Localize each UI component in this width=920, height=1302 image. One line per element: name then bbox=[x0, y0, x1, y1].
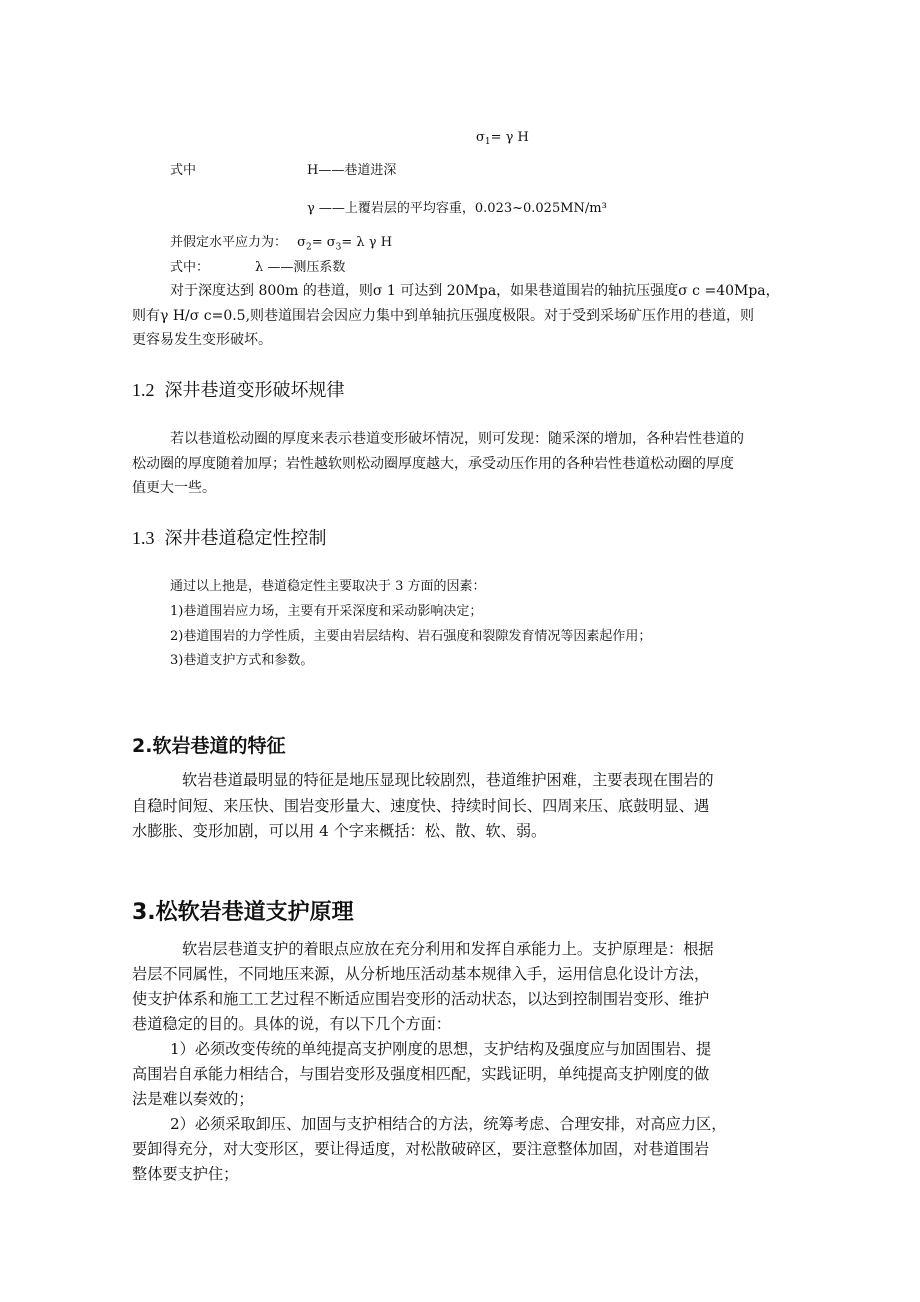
legend-label: 式中 bbox=[170, 163, 197, 178]
para3-line-4: 3)巷道支护方式和参数。 bbox=[170, 653, 314, 668]
legend2-label: 式中： bbox=[170, 260, 210, 275]
para5-line-8: 2）必须采取卸压、加固与支护相结合的方法，统筹考虑、合理安排，对高应力区， bbox=[170, 1115, 727, 1133]
sigma2-symbol: σ bbox=[297, 235, 307, 250]
para2-line-2: 松动圈的厚度随着加厚；岩性越软则松动圈厚度越大，承受动压作用的各种岩性巷道松动圈的厚度 bbox=[132, 456, 734, 472]
section-heading-1-3 bbox=[132, 526, 327, 551]
para2-line-1: 若以巷道松动圈的厚度来表示巷道变形破坏情况，则可发现：随采深的增加，各种岩性巷道的 bbox=[170, 431, 744, 447]
para3-line-1: 通过以上扡是，巷道稳定性主要取决于 3 方面的因素： bbox=[170, 579, 486, 594]
section-number: 1.3 bbox=[132, 528, 155, 548]
section-heading-3: 3.松软岩巷道支护原理 bbox=[132, 900, 354, 925]
section-title: 深井巷道变形破坏规律 bbox=[164, 380, 345, 401]
horizontal-stress-line bbox=[170, 233, 392, 258]
para5-line-10: 整体要支护住； bbox=[132, 1165, 239, 1183]
section-number: 1.2 bbox=[132, 380, 155, 400]
sigma3-symbol: = σ bbox=[311, 235, 336, 250]
legend-item-lambda: λ ——测压系数 bbox=[255, 260, 346, 275]
legend-item-h: H——巷道进深 bbox=[307, 163, 397, 178]
horizontal-stress-label: 并假定水平应力为： bbox=[170, 235, 288, 250]
para5-line-9: 要卸得充分，对大变形区，要让得适度，对松散破碎区，要注意整体加固，对巷道围岩 bbox=[132, 1140, 710, 1158]
horizontal-stress-rhs: = λ γ H bbox=[341, 235, 393, 250]
sigma-symbol: σ bbox=[476, 130, 485, 145]
para5-line-5: 1）必须改变传统的单纯提高支护刚度的思想，支护结构及强度应与加固围岩、提 bbox=[170, 1040, 712, 1058]
para5-line-2: 岩层不同属性，不同地压来源，从分析地压活动基本规律入手，运用信息化设计方法， bbox=[132, 965, 710, 983]
para1-line-1: 对于深度达到 800m 的巷道，则σ 1 可达到 20Mpa，如果巷道围岩的轴抗压强度σ c =40Mpa， bbox=[170, 283, 780, 299]
para4-line-1: 软岩巷道最明显的特征是地压显现比较剧烈，巷道维护困难，主要表现在围岩的 bbox=[182, 771, 714, 789]
sigma2-subscript: 2 bbox=[306, 242, 312, 253]
para5-line-3: 使支护体系和施工工艺过程不断适应围岩变形的活动状态，以达到控制围岩变形、维护 bbox=[132, 990, 710, 1008]
para1-line-3: 更容易发生变形破坏。 bbox=[132, 332, 272, 348]
section-heading-2: 2.软岩巷道的特征 bbox=[132, 735, 286, 757]
formula-rhs: = γ H bbox=[490, 130, 529, 145]
para5-line-7: 法是难以奏效的； bbox=[132, 1090, 254, 1108]
sigma-subscript: 1 bbox=[484, 137, 491, 147]
formula-sigma1 bbox=[476, 128, 529, 152]
para5-line-1: 软岩层巷道支护的着眼点应放在充分利用和发挥自承能力上。支护原理是：根据 bbox=[182, 940, 714, 958]
para1-line-2: 则有γ H/σ c=0.5,则巷道围岩会因应力集中到单轴抗压强度极限。对于受到采场矿压作用的巷道，则 bbox=[132, 308, 755, 324]
section-title: 深井巷道稳定性控制 bbox=[164, 528, 327, 549]
para5-line-6: 高围岩自承能力相结合，与围岩变形及强度相匹配，实践证明，单纯提高支护刚度的做 bbox=[132, 1065, 710, 1083]
para5-line-4: 巷道稳定的目的。具体的说，有以下几个方面： bbox=[132, 1015, 451, 1033]
sigma3-subscript: 3 bbox=[335, 242, 342, 253]
para4-line-3: 水膨胀、变形加剧，可以用 4 个字来概括：松、散、软、弱。 bbox=[132, 822, 547, 840]
para3-line-3: 2)巷道围岩的力学性质，主要由岩层结构、岩石强度和裂隙发育情况等因素起作用； bbox=[170, 629, 652, 644]
para3-line-2: 1)巷道围岩应力场，主要有开采深度和采动影响决定； bbox=[170, 604, 483, 619]
section-heading-1-2 bbox=[132, 378, 345, 403]
para2-line-3: 值更大一些。 bbox=[132, 480, 216, 496]
legend-item-gamma: γ ——上覆岩层的平均容重，0.023~0.025MN/m³ bbox=[307, 201, 607, 216]
para4-line-2: 自稳时间短、来压快、围岩变形量大、速度快、持续时间长、四周来压、底鼓明显、遇 bbox=[132, 797, 710, 815]
